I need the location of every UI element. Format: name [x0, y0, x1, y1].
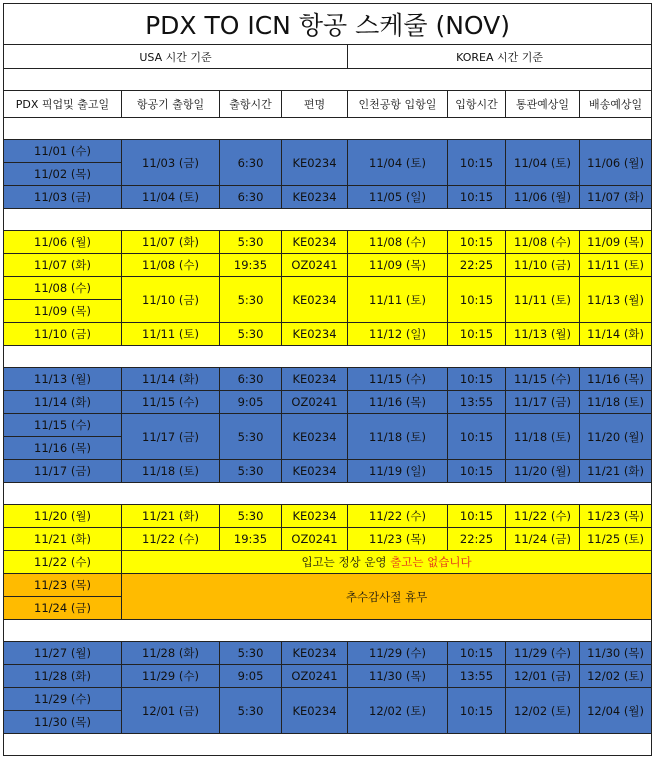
- pickup-date: 11/03 (금): [34, 190, 91, 204]
- col-header-arrival-date: 인천공항 입항일: [348, 91, 448, 118]
- table-row: [4, 186, 652, 209]
- delivery-date-cell: 12/02 (토): [580, 665, 652, 688]
- customs-date-cell: 11/22 (수): [506, 505, 580, 528]
- flight-number-cell: KE0234: [282, 368, 348, 391]
- arrival-date-cell: 11/18 (토): [348, 414, 448, 460]
- arrival-time-cell: 10:15: [448, 277, 506, 323]
- col-header-departure-date: 항공기 출항일: [122, 91, 220, 118]
- arrival-date-cell: 11/12 (일): [348, 323, 448, 346]
- delivery-date-cell: 11/16 (목): [580, 368, 652, 391]
- col-header-customs-date: 통관예상일: [506, 91, 580, 118]
- table-row: [4, 254, 652, 277]
- flight-number-cell: KE0234: [282, 460, 348, 483]
- arrival-date-cell: 11/19 (일): [348, 460, 448, 483]
- flight-number-cell: KE0234: [282, 505, 348, 528]
- delivery-date-cell: 12/04 (월): [580, 688, 652, 734]
- table-row: [4, 368, 652, 391]
- delivery-date-cell: 11/09 (목): [580, 231, 652, 254]
- arrival-date-cell: 12/02 (토): [348, 688, 448, 734]
- arrival-time-cell: 13:55: [448, 665, 506, 688]
- pickup-date: 11/23 (목): [34, 578, 91, 592]
- spacer-row: [4, 483, 652, 505]
- table-row: [4, 574, 652, 620]
- departure-date-cell: 11/22 (수): [122, 528, 220, 551]
- departure-date-cell: 11/08 (수): [122, 254, 220, 277]
- departure-time-cell: 5:30: [220, 323, 282, 346]
- delivery-date-cell: 11/25 (토): [580, 528, 652, 551]
- pickup-cell: [4, 277, 122, 323]
- departure-date-cell: 11/29 (수): [122, 665, 220, 688]
- arrival-time-cell: 22:25: [448, 254, 506, 277]
- customs-date-cell: 11/20 (월): [506, 460, 580, 483]
- flight-number-cell: KE0234: [282, 186, 348, 209]
- arrival-date-cell: 11/22 (수): [348, 505, 448, 528]
- departure-time-cell: 5:30: [220, 231, 282, 254]
- pickup-date: 11/10 (금): [34, 327, 91, 341]
- pickup-date: 11/08 (수): [34, 281, 91, 295]
- spacer-row: [4, 69, 652, 91]
- pickup-cell: [4, 688, 122, 734]
- pickup-cell: [4, 460, 122, 483]
- pickup-date: 11/17 (금): [34, 464, 91, 478]
- pickup-date: 11/28 (화): [34, 669, 91, 683]
- col-header-arrival-time: 입항시간: [448, 91, 506, 118]
- arrival-date-cell: 11/15 (수): [348, 368, 448, 391]
- delivery-date-cell: 11/06 (월): [580, 140, 652, 186]
- departure-time-cell: 6:30: [220, 186, 282, 209]
- table-row: [4, 642, 652, 665]
- flight-number-cell: OZ0241: [282, 391, 348, 414]
- pickup-cell: [4, 528, 122, 551]
- arrival-date-cell: 11/23 (목): [348, 528, 448, 551]
- arrival-date-cell: 11/04 (토): [348, 140, 448, 186]
- arrival-time-cell: 10:15: [448, 368, 506, 391]
- departure-date-cell: 11/14 (화): [122, 368, 220, 391]
- table-row: [4, 140, 652, 186]
- pickup-cell: [4, 505, 122, 528]
- pickup-cell: [4, 231, 122, 254]
- pickup-cell: [4, 391, 122, 414]
- departure-time-cell: 5:30: [220, 277, 282, 323]
- customs-date-cell: 11/24 (금): [506, 528, 580, 551]
- pickup-cell: [4, 574, 122, 620]
- departure-time-cell: 6:30: [220, 140, 282, 186]
- pickup-cell: [4, 254, 122, 277]
- arrival-time-cell: 10:15: [448, 186, 506, 209]
- pickup-date: 11/15 (수): [34, 418, 91, 432]
- pickup-date: 11/27 (월): [34, 646, 91, 660]
- departure-date-cell: 12/01 (금): [122, 688, 220, 734]
- pickup-cell: [4, 551, 122, 574]
- pickup-cell: [4, 368, 122, 391]
- arrival-date-cell: 11/09 (목): [348, 254, 448, 277]
- spacer-row: [4, 209, 652, 231]
- spacer-row: [4, 620, 652, 642]
- delivery-date-cell: 11/13 (월): [580, 277, 652, 323]
- departure-date-cell: 11/10 (금): [122, 277, 220, 323]
- flight-number-cell: KE0234: [282, 688, 348, 734]
- schedule-table: [3, 3, 652, 756]
- pickup-date: 11/30 (목): [4, 710, 121, 733]
- departure-time-cell: 5:30: [220, 414, 282, 460]
- customs-date-cell: 11/13 (월): [506, 323, 580, 346]
- delivery-date-cell: 11/18 (토): [580, 391, 652, 414]
- table-row: [4, 277, 652, 323]
- flight-number-cell: KE0234: [282, 140, 348, 186]
- delivery-date-cell: 11/23 (목): [580, 505, 652, 528]
- arrival-time-cell: 10:15: [448, 505, 506, 528]
- holiday-cell: 추수감사절 휴무: [122, 574, 652, 620]
- arrival-time-cell: 10:15: [448, 688, 506, 734]
- pickup-date: 11/07 (화): [34, 258, 91, 272]
- table-row: [4, 505, 652, 528]
- flight-number-cell: KE0234: [282, 642, 348, 665]
- notice-warning: 출고는 없습니다: [390, 555, 472, 569]
- customs-date-cell: 11/10 (금): [506, 254, 580, 277]
- flight-number-cell: KE0234: [282, 414, 348, 460]
- col-header-flight: 편명: [282, 91, 348, 118]
- departure-date-cell: 11/03 (금): [122, 140, 220, 186]
- pickup-date: 11/06 (월): [34, 235, 91, 249]
- table-row: [4, 323, 652, 346]
- table-row: [4, 414, 652, 460]
- customs-date-cell: 11/04 (토): [506, 140, 580, 186]
- departure-date-cell: 11/18 (토): [122, 460, 220, 483]
- customs-date-cell: 11/29 (수): [506, 642, 580, 665]
- customs-date-cell: 11/17 (금): [506, 391, 580, 414]
- col-header-pickup: PDX 픽업및 출고일: [4, 91, 122, 118]
- departure-time-cell: 9:05: [220, 391, 282, 414]
- pickup-cell: [4, 414, 122, 460]
- pickup-date: 11/20 (월): [34, 509, 91, 523]
- arrival-time-cell: 13:55: [448, 391, 506, 414]
- notice-text: 입고는 정상 운영: [301, 555, 391, 569]
- pickup-date: 11/21 (화): [34, 532, 91, 546]
- delivery-date-cell: 11/07 (화): [580, 186, 652, 209]
- flight-number-cell: KE0234: [282, 277, 348, 323]
- table-row: [4, 391, 652, 414]
- departure-date-cell: 11/15 (수): [122, 391, 220, 414]
- delivery-date-cell: 11/20 (월): [580, 414, 652, 460]
- departure-time-cell: 19:35: [220, 254, 282, 277]
- customs-date-cell: 12/01 (금): [506, 665, 580, 688]
- pickup-date: 11/09 (목): [4, 299, 121, 322]
- departure-time-cell: 5:30: [220, 505, 282, 528]
- pickup-date: 11/02 (목): [4, 162, 121, 185]
- departure-date-cell: 11/04 (토): [122, 186, 220, 209]
- departure-date-cell: 11/17 (금): [122, 414, 220, 460]
- flight-number-cell: KE0234: [282, 323, 348, 346]
- table-row: [4, 551, 652, 574]
- departure-date-cell: 11/21 (화): [122, 505, 220, 528]
- arrival-date-cell: 11/30 (목): [348, 665, 448, 688]
- table-row: [4, 688, 652, 734]
- table-row: [4, 528, 652, 551]
- spacer-row: [4, 734, 652, 756]
- pickup-date: 11/01 (수): [34, 144, 91, 158]
- departure-date-cell: 11/28 (화): [122, 642, 220, 665]
- pickup-date: 11/29 (수): [34, 692, 91, 706]
- departure-time-cell: 9:05: [220, 665, 282, 688]
- departure-time-cell: 19:35: [220, 528, 282, 551]
- arrival-time-cell: 10:15: [448, 323, 506, 346]
- departure-time-cell: 5:30: [220, 642, 282, 665]
- flight-number-cell: KE0234: [282, 231, 348, 254]
- pickup-date: 11/22 (수): [34, 555, 91, 569]
- delivery-date-cell: 11/11 (토): [580, 254, 652, 277]
- table-row: [4, 460, 652, 483]
- arrival-date-cell: 11/29 (수): [348, 642, 448, 665]
- schedule-body: [4, 4, 652, 756]
- pickup-cell: [4, 665, 122, 688]
- page-title: PDX TO ICN 항공 스케줄 (NOV): [4, 4, 652, 45]
- departure-date-cell: 11/11 (토): [122, 323, 220, 346]
- arrival-time-cell: 10:15: [448, 642, 506, 665]
- departure-date-cell: 11/07 (화): [122, 231, 220, 254]
- usa-time-header: USA 시간 기준: [4, 45, 348, 69]
- table-row: [4, 231, 652, 254]
- delivery-date-cell: 11/21 (화): [580, 460, 652, 483]
- delivery-date-cell: 11/14 (화): [580, 323, 652, 346]
- flight-number-cell: OZ0241: [282, 254, 348, 277]
- departure-time-cell: 5:30: [220, 460, 282, 483]
- pickup-date: 11/16 (목): [4, 436, 121, 459]
- departure-time-cell: 5:30: [220, 688, 282, 734]
- arrival-time-cell: 22:25: [448, 528, 506, 551]
- arrival-date-cell: 11/08 (수): [348, 231, 448, 254]
- customs-date-cell: 11/15 (수): [506, 368, 580, 391]
- arrival-date-cell: 11/11 (토): [348, 277, 448, 323]
- col-header-delivery-date: 배송예상일: [580, 91, 652, 118]
- delivery-date-cell: 11/30 (목): [580, 642, 652, 665]
- pickup-date: 11/14 (화): [34, 395, 91, 409]
- flight-number-cell: OZ0241: [282, 528, 348, 551]
- pickup-date: 11/24 (금): [4, 596, 121, 619]
- arrival-date-cell: 11/05 (일): [348, 186, 448, 209]
- arrival-date-cell: 11/16 (목): [348, 391, 448, 414]
- notice-cell: [122, 551, 652, 574]
- departure-time-cell: 6:30: [220, 368, 282, 391]
- col-header-departure-time: 출항시간: [220, 91, 282, 118]
- pickup-cell: [4, 642, 122, 665]
- flight-number-cell: OZ0241: [282, 665, 348, 688]
- spacer-row: [4, 346, 652, 368]
- customs-date-cell: 11/06 (월): [506, 186, 580, 209]
- korea-time-header: KOREA 시간 기준: [348, 45, 652, 69]
- pickup-cell: [4, 323, 122, 346]
- customs-date-cell: 11/08 (수): [506, 231, 580, 254]
- pickup-cell: [4, 140, 122, 186]
- customs-date-cell: 11/11 (토): [506, 277, 580, 323]
- customs-date-cell: 12/02 (토): [506, 688, 580, 734]
- spacer-row: [4, 118, 652, 140]
- pickup-cell: [4, 186, 122, 209]
- table-row: [4, 665, 652, 688]
- arrival-time-cell: 10:15: [448, 460, 506, 483]
- customs-date-cell: 11/18 (토): [506, 414, 580, 460]
- arrival-time-cell: 10:15: [448, 414, 506, 460]
- arrival-time-cell: 10:15: [448, 140, 506, 186]
- arrival-time-cell: 10:15: [448, 231, 506, 254]
- pickup-date: 11/13 (월): [34, 372, 91, 386]
